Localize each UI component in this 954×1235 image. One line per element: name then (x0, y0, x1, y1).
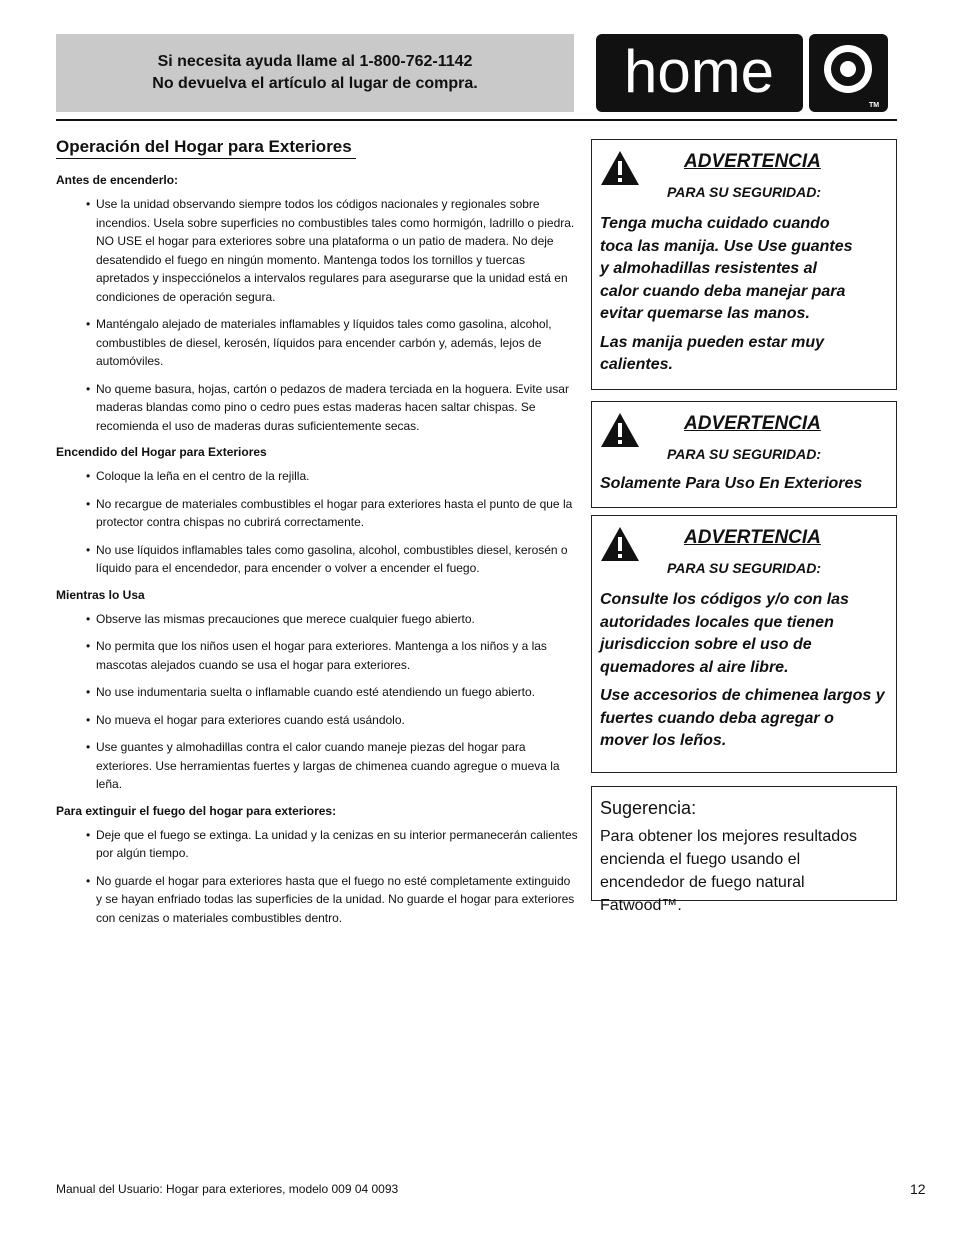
list-item: • Use guantes y almohadillas contra el calor cuando maneje piezas del hogar para exteriores. Use herramientas fuertes y largas de chimenea cuando agregue o mueva la leña. (86, 738, 578, 794)
return-notice-line: No devuelva el artículo al lugar de compra. (152, 75, 478, 92)
subsection-heading: Mientras lo Usa (56, 587, 145, 602)
list-item: • No guarde el hogar para exteriores hasta que el fuego no esté completamente extinguido y se hayan enfriado todas las superficies de la unidad. No guarde el hogar para exteriores con cenizas o materiales combustibles dentro. (86, 872, 578, 928)
home-logo (596, 34, 888, 112)
list-item: • Coloque la leña en el centro de la rejilla. (86, 467, 578, 486)
warning-title: ADVERTENCIA (684, 413, 821, 434)
subsection-heading: Antes de encenderlo: (56, 173, 179, 187)
list-item: • No mueva el hogar para exteriores cuando está usándolo. (86, 711, 578, 730)
warning-triangle-icon (600, 526, 640, 562)
tip-text: Para obtener los mejores resultados encienda el fuego usando el encendedor de fuego natural Fatwood™. (600, 828, 858, 914)
list-item: • Manténgalo alejado de materiales inflamables y líquidos tales como gasolina, alcohol, combustibles de diesel, kerosén, líquidos para encender carbón y, además, lejos de automóviles. (86, 315, 578, 371)
list-item: • No use líquidos inflamables tales como gasolina, alcohol, combustibles diesel, kerosén o líquido para el encendedor, para encender o volver a encender el fuego. (86, 541, 578, 578)
tip-title: Sugerencia: (600, 798, 697, 818)
bullet-list (56, 610, 578, 794)
warning-box-outdoor (591, 401, 897, 508)
warning-subtitle: PARA SU SEGURIDAD: (666, 184, 821, 200)
warning-text: Tenga mucha cuidado cuando toca las manija. Use Use guantes y almohadillas resistentes al calor cuando deba manejar para evitar quemarse las manos. (600, 215, 853, 322)
warning-text: Solamente Para Uso En Exteriores (600, 475, 863, 492)
help-banner (56, 34, 574, 112)
list-item: • Deje que el fuego se extinga. La unidad y la cenizas en su interior permanecerán calientes por algún tiempo. (86, 826, 578, 863)
list-item: • Use la unidad observando siempre todos los códigos nacionales y regionales sobre incendios. Usela sobre superficies no combustibles tales como hormigón, ladrillo o piedra. NO USE el hogar para exteriores sobre una plataforma o un patio de madera. No deje desatendido el fuego en ningún momento. Mantenga todos los tornillos y tuercas apretados y inspecciónelos a intervalos regulares para asegurarse que la unidad está en condiciones de operación segura. (86, 195, 578, 306)
list-item: • No queme basura, hojas, cartón o pedazos de madera terciada en la hoguera. Evite usar maderas blandas como pino o cedro pues estas maderas hacen saltar chispas. Se recomienda el uso de maderas duras suficientemente secas. (86, 380, 578, 436)
warning-box-codes (591, 515, 897, 773)
list-item: • No use indumentaria suelta o inflamable cuando esté atendiendo un fuego abierto. (86, 683, 578, 702)
subsection-heading: Encendido del Hogar para Exteriores (56, 445, 267, 459)
list-item: • Observe las mismas precauciones que merece cualquier fuego abierto. (86, 610, 578, 629)
list-item: • No permita que los niños usen el hogar para exteriores. Mantenga a los niños y a las mascotas alejados cuando se usa el hogar para exteriores. (86, 637, 578, 674)
warning-box-handles (591, 139, 897, 390)
header-divider (56, 119, 897, 121)
help-phone-line: Si necesita ayuda llame al 1-800-762-1142 (157, 53, 473, 70)
list-item: • No recargue de materiales combustibles el hogar para exteriores hasta el punto de que la protector contra chispas no cubrirá correctamente. (86, 495, 578, 532)
warning-text: Use accesorios de chimenea largos y fuertes cuando deba agregar o mover los leños. (600, 687, 885, 749)
bullet-list (56, 826, 578, 928)
section-title: Operación del Hogar para Exteriores (56, 136, 356, 159)
warning-text: Consulte los códigos y/o con las autoridades locales que tienen jurisdiccion sobre el uso de quemadores al aire libre. (600, 591, 849, 676)
warning-triangle-icon (600, 150, 640, 186)
subsection-heading: Para extinguir el fuego del hogar para exteriores: (56, 803, 337, 818)
tip-box (591, 786, 897, 914)
trademark-mark: TM (868, 102, 880, 109)
warning-triangle-icon (600, 412, 640, 448)
logo-text: home (623, 38, 775, 105)
instructions-column (56, 136, 578, 936)
bullet-list (56, 195, 578, 435)
warning-title: ADVERTENCIA (684, 151, 821, 172)
warning-title: ADVERTENCIA (684, 527, 821, 548)
warning-subtitle: PARA SU SEGURIDAD: (666, 446, 821, 462)
warning-text: Las manija pueden estar muy calientes. (600, 333, 825, 373)
page-number: 12 (910, 1181, 926, 1197)
warning-subtitle: PARA SU SEGURIDAD: (666, 560, 821, 576)
footer-text: Manual del Usuario: Hogar para exteriores, modelo 009 04 0093 (56, 1182, 399, 1196)
bullet-list (56, 467, 578, 578)
